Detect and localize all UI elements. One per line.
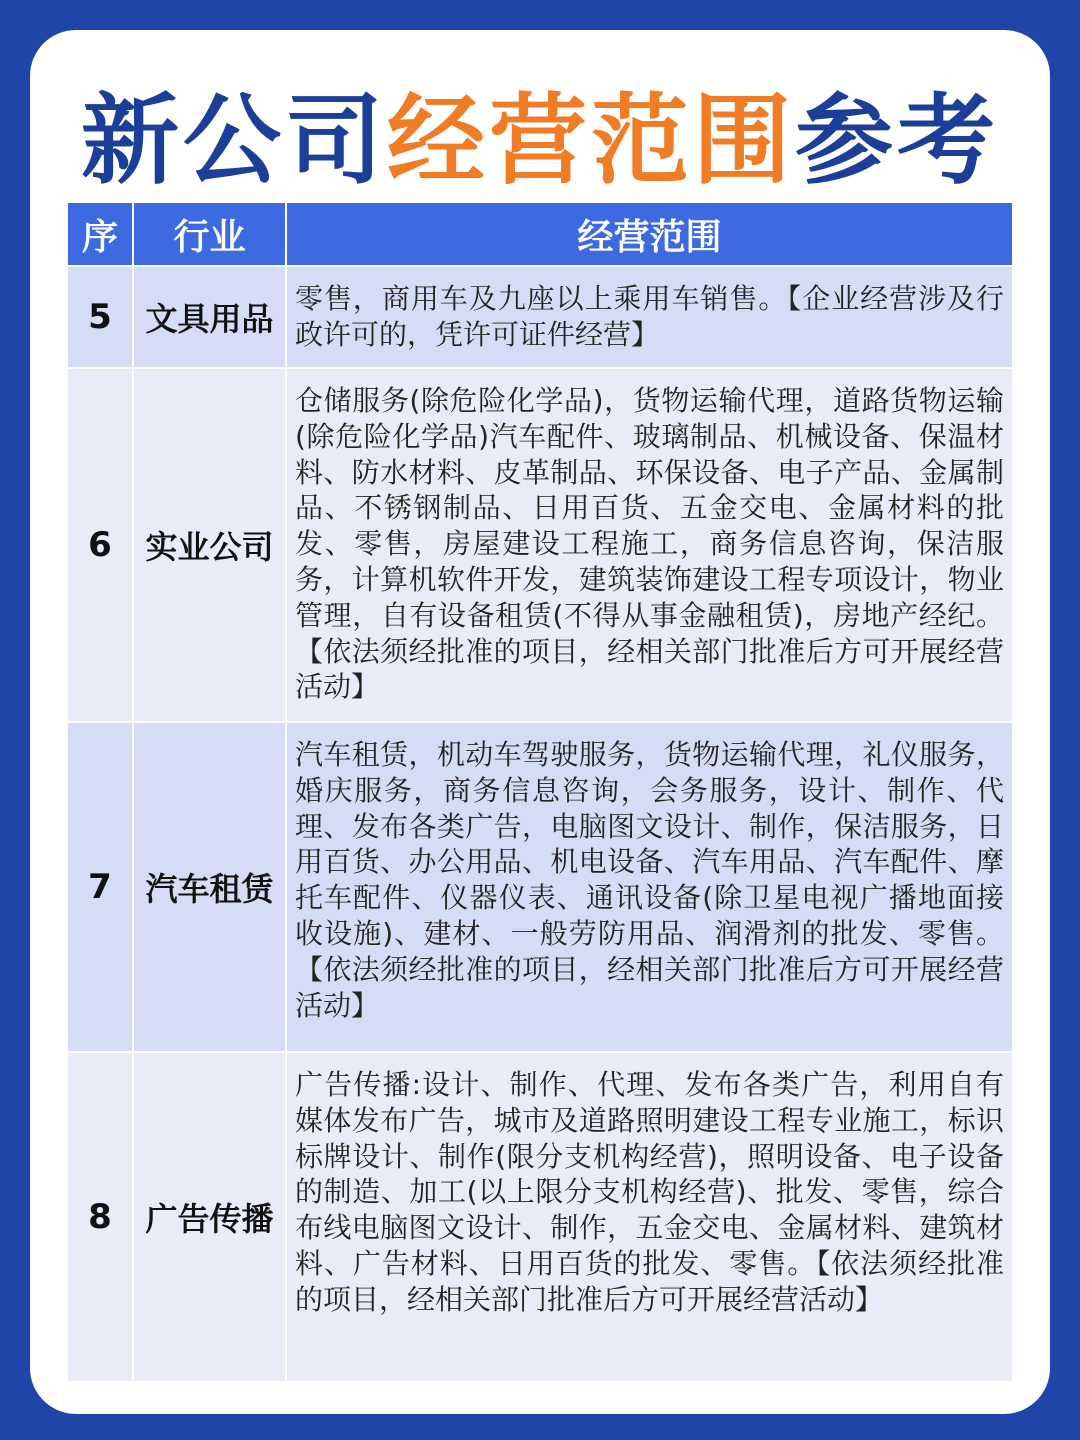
row-seq: 7	[68, 723, 134, 1051]
row-industry: 汽车租赁	[134, 723, 287, 1051]
row-seq: 8	[68, 1053, 134, 1381]
row-scope: 汽车租赁，机动车驾驶服务，货物运输代理，礼仪服务，婚庆服务，商务信息咨询，会务服务，设计、制作、代理、发布各类广告，电脑图文设计、制作，保洁服务，日用百货、办公用品、机电设备、汽车用品、汽车配件、摩托车配件、仪器仪表、通讯设备(除卫星电视广播地面接收设施)、建材、一般劳防用品、润滑剂的批发、零售。【依法须经批准的项目，经相关部门批准后方可开展经营活动】	[295, 738, 1004, 1022]
title-part-2: 经营范围	[386, 84, 795, 198]
table-row	[68, 721, 1012, 1051]
row-seq: 6	[68, 369, 134, 721]
row-scope: 零售，商用车及九座以上乘用车销售。【企业经营涉及行政许可的，凭许可证件经营】	[295, 282, 1004, 351]
row-industry: 文具用品	[134, 267, 287, 367]
row-scope: 仓储服务(除危险化学品)，货物运输代理，道路货物运输(除危险化学品)汽车配件、玻璃制品、机械设备、保温材料、防水材料、皮革制品、环保设备、电子产品、金属制品、不锈钢制品、日用百货、五金交电、金属材料的批发、零售，房屋建设工程施工，商务信息咨询，保洁服务，计算机软件开发，建筑装饰建设工程专项设计，物业管理，自有设备租赁(不得从事金融租赁)，房地产经纪。【依法须经批准的项目，经相关部门批准后方可开展经营活动】	[295, 384, 1004, 704]
title-part-3: 参考	[795, 84, 1000, 198]
table-row	[68, 367, 1012, 721]
header-seq: 序	[68, 203, 134, 265]
table-header	[68, 203, 1012, 265]
content-card	[30, 30, 1050, 1414]
row-seq: 5	[68, 267, 134, 367]
header-scope: 经营范围	[577, 216, 722, 258]
table-row	[68, 265, 1012, 367]
row-industry: 广告传播	[134, 1053, 287, 1381]
row-scope: 广告传播:设计、制作、代理、发布各类广告，利用自有媒体发布广告，城市及道路照明建设工程专业施工，标识标牌设计、制作(限分支机构经营)，照明设备、电子设备的制造、加工(以上限分支机构经营)、批发、零售，综合布线电脑图文设计、制作，五金交电、金属材料、建筑材料、广告材料、日用百货的批发、零售。【依法须经批准的项目，经相关部门批准后方可开展经营活动】	[295, 1068, 1004, 1316]
row-industry: 实业公司	[134, 369, 287, 721]
header-industry: 行业	[134, 203, 287, 265]
page-title	[30, 82, 1050, 200]
title-part-1: 新公司	[80, 84, 387, 198]
table-row	[68, 1051, 1012, 1381]
business-scope-table	[68, 203, 1012, 1381]
